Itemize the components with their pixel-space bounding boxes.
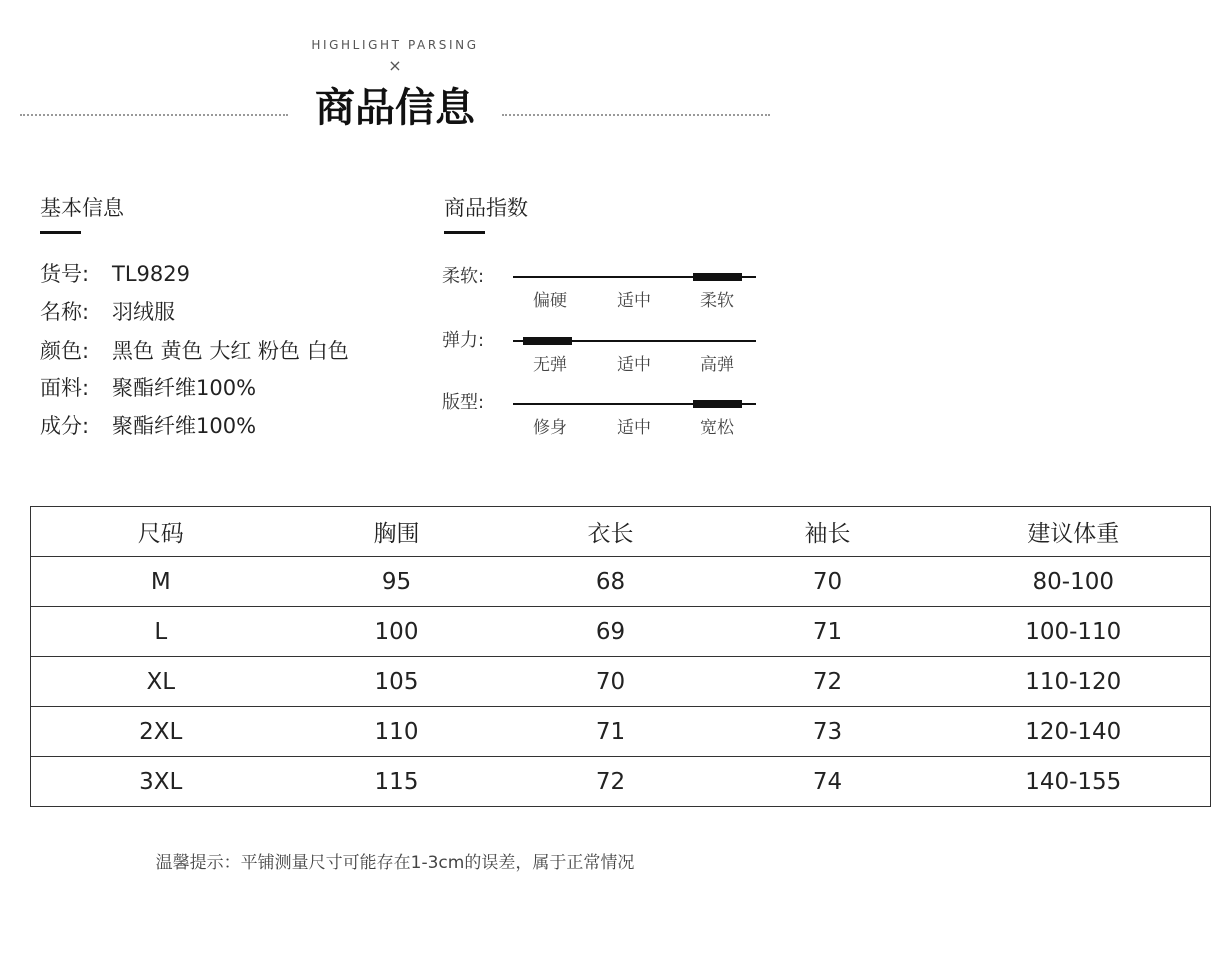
table-cell: 140-155 — [937, 757, 1211, 807]
index-label-elasticity: 弹力: — [442, 330, 485, 351]
measurement-note: 温馨提示：平铺测量尺寸可能存在1-3cm的误差，属于正常情况 — [155, 853, 635, 873]
table-cell: 70 — [719, 557, 937, 607]
table-cell: XL — [31, 657, 291, 707]
table-cell: 110 — [291, 707, 503, 757]
header-size: 尺码 — [137, 521, 184, 547]
index-marker-softness — [693, 273, 742, 281]
table-cell: 95 — [291, 557, 503, 607]
header-sleeve: 袖长 — [804, 521, 851, 547]
table-cell: 72 — [503, 757, 719, 807]
basic-info-heading: 基本信息 — [40, 196, 124, 220]
index-option: 偏硬 — [533, 291, 567, 311]
table-cell: 100 — [291, 607, 503, 657]
size-table — [30, 506, 1211, 807]
table-cell: 120-140 — [937, 707, 1211, 757]
index-option: 宽松 — [700, 418, 734, 438]
index-option: 适中 — [617, 291, 651, 311]
table-cell: 80-100 — [937, 557, 1211, 607]
info-row-fabric — [40, 374, 256, 402]
table-cell: 115 — [291, 757, 503, 807]
table-cell: L — [31, 607, 291, 657]
info-key: 面料: — [40, 376, 90, 400]
header-length: 衣长 — [587, 521, 634, 547]
table-row — [31, 657, 1211, 707]
index-option: 柔软 — [700, 291, 734, 311]
cross-icon: × — [388, 56, 402, 75]
index-option: 无弹 — [533, 355, 567, 375]
info-value: 聚酯纤维100% — [112, 414, 257, 438]
table-cell: 68 — [503, 557, 719, 607]
table-cell: 73 — [719, 707, 937, 757]
info-key: 名称: — [40, 300, 90, 324]
product-index-underline — [444, 231, 485, 234]
table-cell: 105 — [291, 657, 503, 707]
product-index-heading: 商品指数 — [444, 196, 528, 220]
page-title: 商品信息 — [315, 85, 475, 131]
table-cell: 3XL — [31, 757, 291, 807]
info-row-name — [40, 298, 175, 326]
info-value: 黑色 黄色 大红 粉色 白色 — [112, 339, 349, 363]
index-marker-fit — [693, 400, 742, 408]
info-key: 颜色: — [40, 339, 90, 363]
index-label-fit: 版型: — [442, 392, 485, 413]
table-cell: 71 — [719, 607, 937, 657]
table-cell: 100-110 — [937, 607, 1211, 657]
info-row-item-no — [40, 260, 190, 288]
table-row — [31, 557, 1211, 607]
info-key: 货号: — [40, 262, 90, 286]
index-option: 适中 — [617, 418, 651, 438]
info-value: TL9829 — [112, 262, 190, 286]
table-cell: 71 — [503, 707, 719, 757]
table-cell: 69 — [503, 607, 719, 657]
info-row-composition — [40, 412, 256, 440]
dotted-divider-right — [502, 114, 770, 116]
table-row — [31, 607, 1211, 657]
table-row — [31, 757, 1211, 807]
table-cell: 70 — [503, 657, 719, 707]
table-header-row — [31, 507, 1211, 557]
info-value: 羽绒服 — [112, 300, 175, 324]
index-option: 高弹 — [700, 355, 734, 375]
table-cell: 72 — [719, 657, 937, 707]
index-option: 修身 — [533, 418, 567, 438]
index-label-softness: 柔软: — [442, 266, 485, 287]
info-key: 成分: — [40, 414, 90, 438]
index-marker-elasticity — [523, 337, 572, 345]
header-weight: 建议体重 — [1027, 521, 1120, 547]
info-value: 聚酯纤维100% — [112, 376, 257, 400]
table-cell: M — [31, 557, 291, 607]
basic-info-underline — [40, 231, 81, 234]
table-cell: 2XL — [31, 707, 291, 757]
header-subtitle: HIGHLIGHT PARSING — [311, 38, 479, 52]
info-row-colors — [40, 337, 349, 365]
table-row — [31, 707, 1211, 757]
header-chest: 胸围 — [373, 521, 420, 547]
table-cell: 110-120 — [937, 657, 1211, 707]
index-option: 适中 — [617, 355, 651, 375]
table-cell: 74 — [719, 757, 937, 807]
